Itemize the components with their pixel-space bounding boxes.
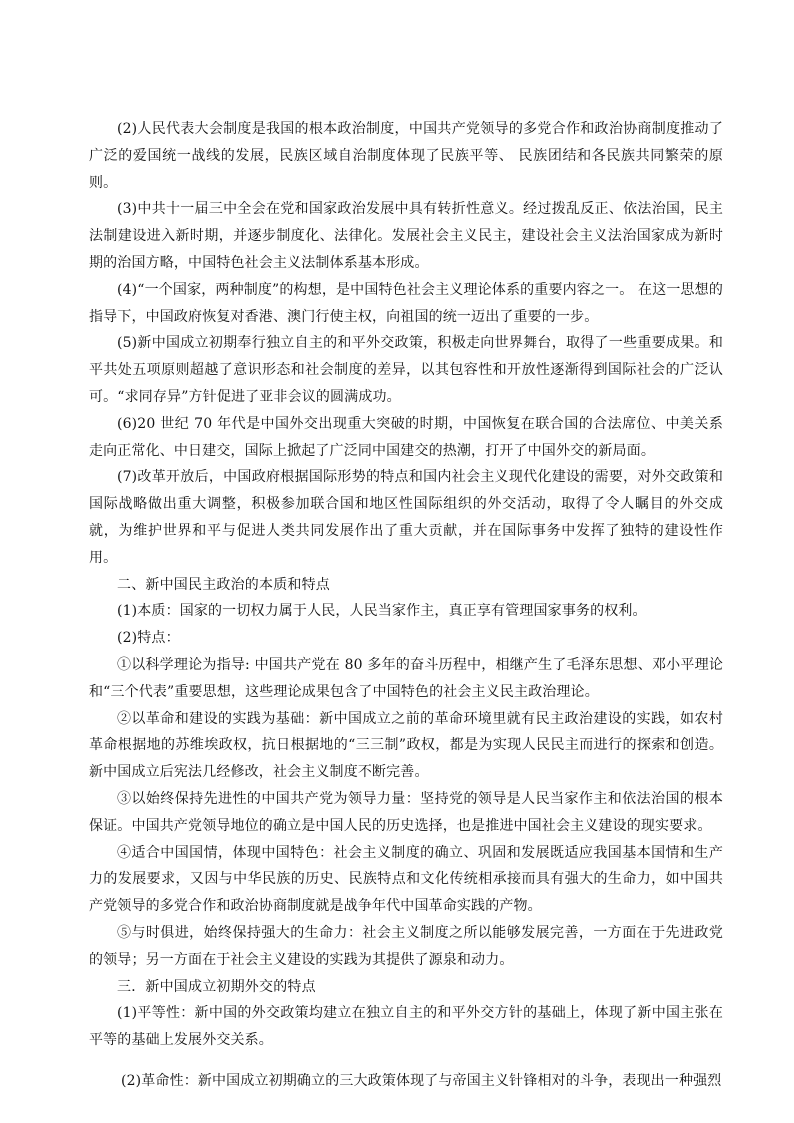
paragraph-equality: (1)平等性：新中国的外交政策均建立在独立自主的和平外交方针的基础上，体现了新中国主张在平等的基础上发展外交关系。 (89, 1005, 723, 1049)
section-heading-diplomacy: 三．新中国成立初期外交的特点 (117, 978, 316, 995)
paragraph-political-system: (2)人民代表大会制度是我国的根本政治制度，中国共产党领导的多党合作和政治协商制度推动了广泛的爱国统一战线的发展，民族区域自治制度体现了民族平等、 民族团结和各民族共同繁荣的原则。 (89, 121, 723, 191)
paragraph-feature-national-conditions: ④适合中国国情，体现中国特色：社会主义制度的确立、巩固和发展既适应我国基本国情和生产力的发展要求，又因与中华民族的历史、民族特点和文化传统相承接而具有强大的生命力，如中国共产党领导的多党合作和政治协商制度就是战争年代中国革命实践的产物。 (89, 844, 723, 915)
paragraph-third-plenum: (3)中共十一届三中全会在党和国家政治发展中具有转折性意义。经过拨乱反正、依法治国，民主法制建设进入新时期，并逐步制度化、法律化。发展社会主义民主，建设社会主义法治国家成为新时期的治国方略，中国特色社会主义法制体系基本形成。 (89, 201, 723, 271)
document-body (89, 116, 723, 1095)
paragraph-feature-leadership: ③以始终保持先进性的中国共产党为领导力量：坚持党的领导是人民当家作主和依法治国的根本保证。中国共产党领导地位的确立是中国人民的历史选择，也是推进中国社会主义建设的现实要求。 (89, 790, 723, 834)
paragraph-revolutionary: (2)革命性：新中国成立初期确立的三大政策体现了与帝国主义针锋相对的斗争，表现出一种强烈 (121, 1072, 722, 1089)
paragraph-feature-theory: ①以科学理论为指导: 中国共产党在 80 多年的奋斗历程中，相继产生了毛泽东思想、邓小平理论和“三个代表”重要思想，这些理论成果包含了中国特色的社会主义民主政治理论。 (89, 656, 723, 700)
paragraph-features-label: (2)特点： (117, 630, 180, 647)
paragraph-one-country-two-systems: (4)“一个国家，两种制度”的构想，是中国特色社会主义理论体系的重要内容之一。 在这一思想的指导下，中国政府恢复对香港、澳门行使主权，向祖国的统一迈出了重要的一步。 (89, 281, 723, 325)
paragraph-feature-practice: ②以革命和建设的实践为基础：新中国成立之前的革命环境里就有民主政治建设的实践，如农村革命根据地的苏维埃政权，抗日根据地的“三三制”政权，都是为实现人民民主而进行的探索和创造。新中国成立后宪法几经修改，社会主义制度不断完善。 (89, 710, 723, 781)
paragraph-feature-vitality: ⑤与时俱进，始终保持强大的生命力：社会主义制度之所以能够发展完善，一方面在于先进政党的领导；另一方面在于社会主义建设的实践为其提供了源泉和动力。 (89, 924, 723, 968)
paragraph-reform-diplomacy: (7)改革开放后，中国政府根据国际形势的特点和国内社会主义现代化建设的需要，对外交政策和国际战略做出重大调整，积极参加联合国和地区性国际组织的外交活动，取得了令人瞩目的外交成就，为维护世界和平与促进人类共同发展作出了重大贡献，并在国际事务中发挥了独特的建设性作用。 (89, 469, 723, 566)
paragraph-1970s-diplomacy: (6)20 世纪 70 年代是中国外交出现重大突破的时期，中国恢复在联合国的合法席位、中美关系走向正常化、中日建交，国际上掀起了广泛同中国建交的热潮，打开了中国外交的新局面。 (89, 415, 723, 459)
paragraph-early-diplomacy: (5)新中国成立初期奉行独立自主的和平外交政策，积极走向世界舞台，取得了一些重要成果。和平共处五项原则超越了意识形态和社会制度的差异，以其包容性和开放性逐渐得到国际社会的广泛认可。“求同存异”方针促进了亚非会议的圆满成功。 (89, 335, 723, 405)
section-heading-democracy: 二、新中国民主政治的本质和特点 (117, 576, 330, 593)
paragraph-essence: (1)本质：国家的一切权力属于人民，人民当家作主，真正享有管理国家事务的权利。 (117, 603, 647, 620)
